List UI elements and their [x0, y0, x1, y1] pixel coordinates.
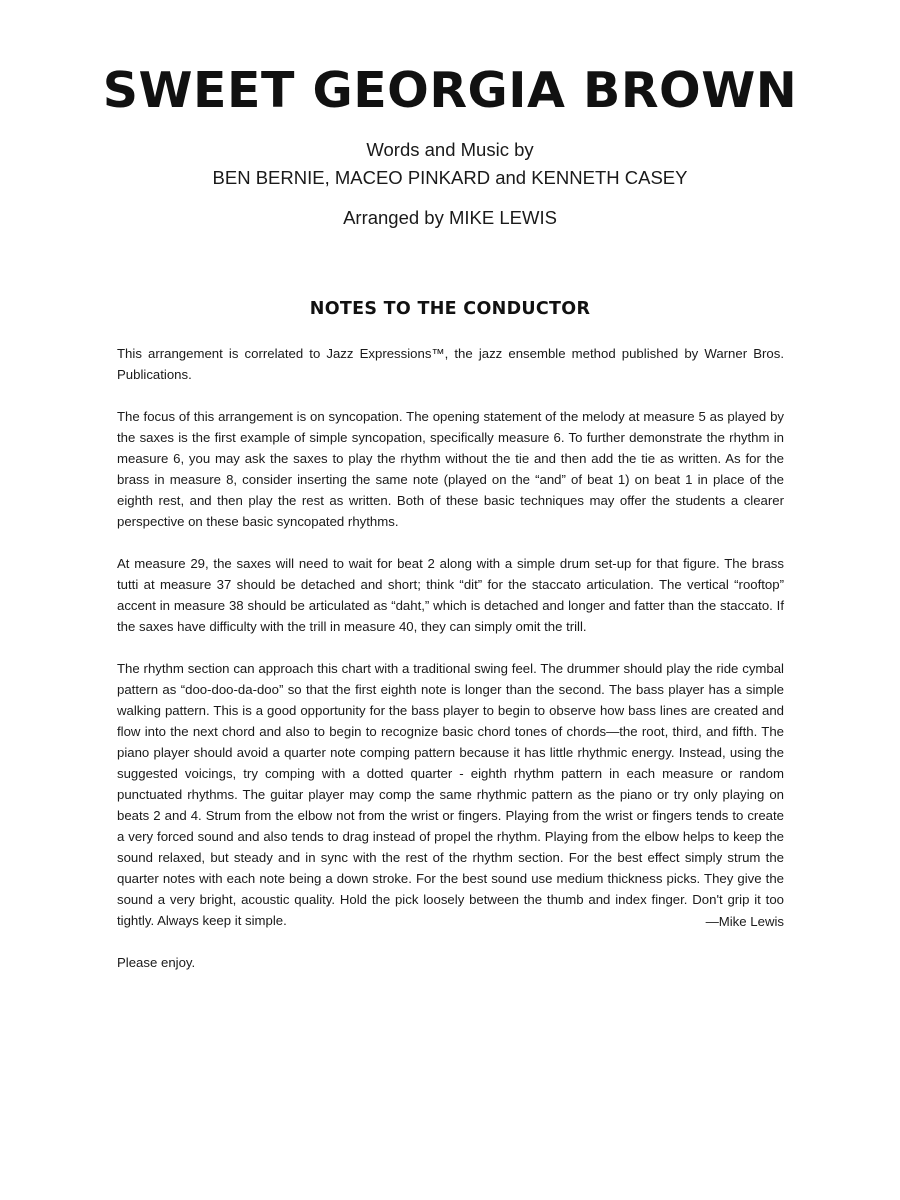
composers: BEN BERNIE, MACEO PINKARD and KENNETH CASEY	[212, 167, 688, 188]
notes-heading: NOTES TO THE CONDUCTOR	[309, 299, 591, 319]
song-title: SWEET GEORGIA BROWN	[102, 62, 798, 119]
signature: —Mike Lewis	[705, 914, 784, 929]
words-music-label: Words and Music by	[366, 139, 534, 160]
arranger-credit: Arranged by MIKE LEWIS	[343, 207, 557, 228]
notes-paragraph: The rhythm section can approach this chart with a traditional swing feel. The drummer should play the ride cymbal pattern as “doo-doo-da-doo” so that the first eighth note is longer than the second. The bass player has a simple walking pattern. This is a good opportunity for the bass player to begin to observe how bass lines are created and flow into the next chord and also to begin to recognize basic chord tones of chords—the root, third, and fifth. The piano player should avoid a quarter note comping pattern because it has little rhythmic energy. Instead, using the suggested voicings, try comping with a dotted quarter - eighth rhythm pattern in each measure or random punctuated rhythms. The guitar player may comp the same rhythmic pattern as the piano or try only playing on beats 2 and 4. Strum from the elbow not from the wrist or fingers. Playing from the wrist or fingers tends to create a very forced sound and also tends to drag instead of propel the rhythm. Playing from the elbow helps to keep the sound relaxed, but steady and in sync with the rest of the rhythm section. For the best effect simply strum the quarter notes with each note being a down stroke. For the best sound use medium thickness picks. They give the sound a very bright, acoustic quality. Hold the pick loosely between the thumb and index finger. Don't grip it too tightly. Always keep it simple.	[117, 661, 784, 928]
notes-paragraph: At measure 29, the saxes will need to wait for beat 2 along with a simple drum set-up for that figure. The brass tutti at measure 37 should be detached and short; think “dit” for the staccato articulation. The vertical “rooftop” accent in measure 38 should be articulated as “daht,” which is detached and longer and fatter than the staccato. If the saxes have difficulty with the trill in measure 40, they can simply omit the trill.	[117, 556, 784, 634]
notes-paragraph: This arrangement is correlated to Jazz Expressions™, the jazz ensemble method published by Warner Bros. Publications.	[117, 346, 784, 382]
notes-body	[117, 343, 784, 994]
notes-paragraph: The focus of this arrangement is on syncopation. The opening statement of the melody at measure 5 as played by the saxes is the first example of simple syncopation, specifically measure 6. To further demonstrate the rhythm in measure 6, you may ask the saxes to play the rhythm without the tie and then add the tie as written. As for the brass in measure 8, consider inserting the same note (played on the “and” of beat 1) on beat 1 in place of the eighth rest, and then play the rest as written. Both of these basic techniques may offer the students a clearer perspective on these basic syncopated rhythms.	[117, 409, 784, 529]
credits-block	[0, 136, 900, 232]
notes-paragraph: Please enjoy.	[117, 955, 196, 970]
